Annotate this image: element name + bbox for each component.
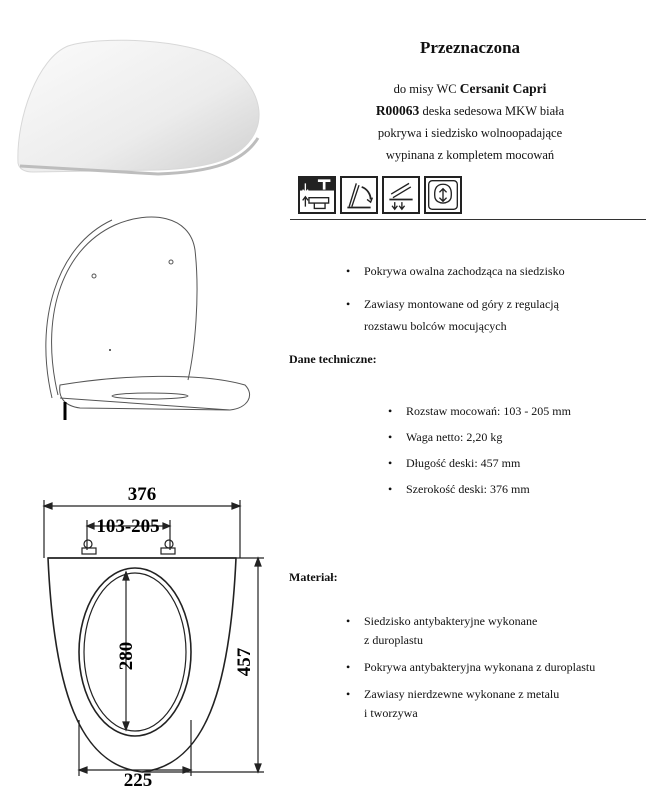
- brand-name: Cersanit Capri: [459, 81, 547, 96]
- list-item: • Rozstaw mocowań: 103 - 205 mm: [386, 402, 646, 421]
- top-mount-icon: [382, 176, 420, 214]
- list-item: • Siedzisko antybakteryjne wykonane z duroplastu: [344, 612, 644, 650]
- list-item: • Pokrywa owalna zachodząca na siedzisko: [344, 262, 644, 281]
- list-item: • Waga netto: 2,20 kg: [386, 428, 646, 447]
- features-list: [344, 262, 644, 314]
- divider: [290, 219, 646, 220]
- width-label: 376: [127, 484, 157, 505]
- feature-icons: [298, 176, 462, 214]
- tech-list: [386, 402, 646, 499]
- spacing-label: 103-205: [96, 516, 160, 537]
- side-view-drawing: [20, 210, 260, 425]
- list-item: • Pokrywa antybakteryjna wykonana z duroplastu: [344, 658, 644, 677]
- inner-width-label: 225: [123, 770, 153, 791]
- dimension-drawing: [30, 480, 280, 795]
- antibacterial-icon: [424, 176, 462, 214]
- list-item: • Zawiasy nierdzewne wykonane z metalu i tworzywa: [344, 685, 644, 723]
- soft-close-icon: [340, 176, 378, 214]
- product-code: R00063: [375, 103, 420, 118]
- product-description: do misy WC Cersanit Capri R00063 deska sedesowa MKW biała pokrywa i siedzisko wolnoopadające wypinana z kompletem mocowań: [375, 81, 565, 162]
- tech-section-label: Dane techniczne:: [289, 352, 377, 366]
- list-item: • Długość deski: 457 mm: [386, 454, 646, 473]
- product-photo: [8, 38, 278, 178]
- page-title: Przeznaczona: [419, 38, 521, 57]
- material-list: [344, 612, 644, 723]
- list-item: • Szerokość deski: 376 mm: [386, 480, 646, 499]
- quick-release-icon: [298, 176, 336, 214]
- length-label: 457: [234, 647, 255, 677]
- list-item-continuation: rozstawu bolców mocujących: [364, 319, 507, 333]
- material-section-label: Materiał:: [289, 570, 338, 584]
- list-item: • Zawiasy montowane od góry z regulacją: [344, 295, 644, 314]
- inner-length-label: 280: [116, 641, 137, 671]
